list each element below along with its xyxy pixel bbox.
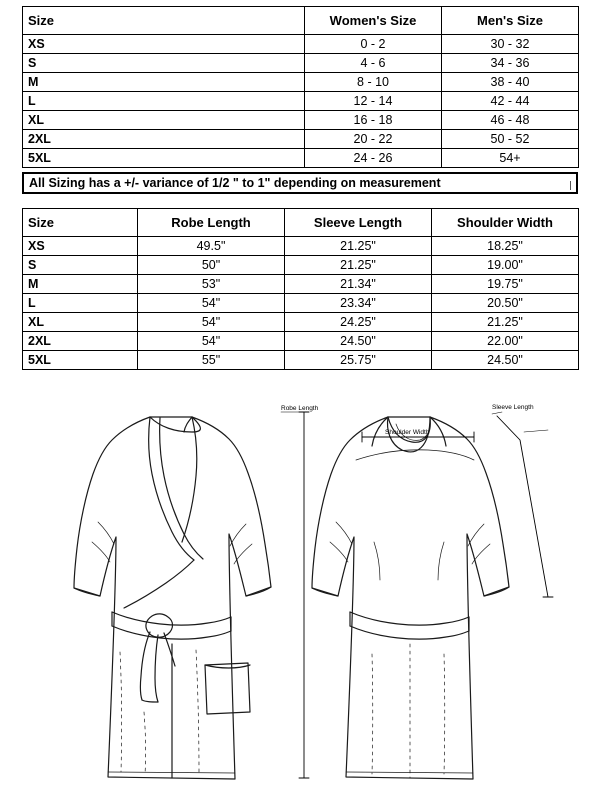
measurements-table — [22, 208, 579, 370]
table2-cell-size: S — [23, 256, 138, 275]
robe-illustration — [0, 382, 600, 800]
table1-cell-womens: 0 - 2 — [305, 35, 442, 54]
table1-cell-mens: 42 - 44 — [442, 92, 579, 111]
table2-cell-shoulder-width: 22.00" — [432, 332, 579, 351]
table2-cell-size: M — [23, 275, 138, 294]
annotation-shoulder-width: Shoulder Width — [385, 429, 430, 436]
table1-cell-womens: 4 - 6 — [305, 54, 442, 73]
table1-cell-womens: 16 - 18 — [305, 111, 442, 130]
table2-cell-size: 2XL — [23, 332, 138, 351]
table1-cell-womens: 12 - 14 — [305, 92, 442, 111]
table2-cell-robe-length: 54" — [138, 294, 285, 313]
table2-cell-shoulder-width: 18.25" — [432, 237, 579, 256]
table2-cell-sleeve-length: 21.25" — [285, 256, 432, 275]
table1-cell-mens: 34 - 36 — [442, 54, 579, 73]
table2-cell-sleeve-length: 21.25" — [285, 237, 432, 256]
table2-cell-robe-length: 49.5" — [138, 237, 285, 256]
table1-cell-size: XL — [23, 111, 305, 130]
table-row — [23, 275, 579, 294]
womens-mens-size-table — [22, 6, 579, 168]
table-row — [23, 130, 579, 149]
table2-header-robe-length: Robe Length — [138, 209, 285, 237]
table1-cell-size: 2XL — [23, 130, 305, 149]
table2-cell-sleeve-length: 25.75" — [285, 351, 432, 370]
table-row — [23, 237, 579, 256]
table2-cell-robe-length: 54" — [138, 332, 285, 351]
table1-cell-mens: 54+ — [442, 149, 579, 168]
sizing-variance-note-text: All Sizing has a +/- variance of 1/2 " to 1" depending on measurement — [29, 176, 441, 190]
table-row — [23, 351, 579, 370]
table1-cell-mens: 46 - 48 — [442, 111, 579, 130]
table2-cell-size: L — [23, 294, 138, 313]
table2-cell-robe-length: 50" — [138, 256, 285, 275]
table-row — [23, 92, 579, 111]
table2-cell-sleeve-length: 21.34" — [285, 275, 432, 294]
table2-cell-size: 5XL — [23, 351, 138, 370]
table1-header-womens: Women's Size — [305, 7, 442, 35]
table2-cell-sleeve-length: 23.34" — [285, 294, 432, 313]
table-header-row — [23, 209, 579, 237]
table2-cell-size: XS — [23, 237, 138, 256]
annotation-sleeve-length: Sleeve Length — [492, 404, 534, 411]
table-row — [23, 313, 579, 332]
table2-cell-robe-length: 54" — [138, 313, 285, 332]
table1-cell-size: M — [23, 73, 305, 92]
table1-cell-mens: 38 - 40 — [442, 73, 579, 92]
table1-cell-mens: 50 - 52 — [442, 130, 579, 149]
table-row — [23, 256, 579, 275]
table2-cell-size: XL — [23, 313, 138, 332]
table2-cell-robe-length: 53" — [138, 275, 285, 294]
table1-header-size: Size — [23, 7, 305, 35]
table1-cell-womens: 20 - 22 — [305, 130, 442, 149]
sizing-variance-note — [22, 172, 578, 194]
table-row — [23, 332, 579, 351]
table2-cell-shoulder-width: 21.25" — [432, 313, 579, 332]
stray-mark — [570, 181, 571, 190]
table2-header-size: Size — [23, 209, 138, 237]
annotation-robe-length: Robe Length — [281, 405, 319, 412]
table2-cell-sleeve-length: 24.50" — [285, 332, 432, 351]
table2-header-sleeve-length: Sleeve Length — [285, 209, 432, 237]
table1-cell-womens: 24 - 26 — [305, 149, 442, 168]
table1-cell-mens: 30 - 32 — [442, 35, 579, 54]
table2-cell-sleeve-length: 24.25" — [285, 313, 432, 332]
table-row — [23, 111, 579, 130]
table-row — [23, 294, 579, 313]
table1-cell-size: S — [23, 54, 305, 73]
table-row — [23, 54, 579, 73]
table-header-row — [23, 7, 579, 35]
table-row — [23, 149, 579, 168]
table-row — [23, 35, 579, 54]
table2-cell-robe-length: 55" — [138, 351, 285, 370]
table2-cell-shoulder-width: 20.50" — [432, 294, 579, 313]
table1-header-mens: Men's Size — [442, 7, 579, 35]
table1-cell-size: XS — [23, 35, 305, 54]
table1-cell-size: L — [23, 92, 305, 111]
table1-cell-womens: 8 - 10 — [305, 73, 442, 92]
table2-cell-shoulder-width: 19.75" — [432, 275, 579, 294]
table2-cell-shoulder-width: 19.00" — [432, 256, 579, 275]
table2-cell-shoulder-width: 24.50" — [432, 351, 579, 370]
table1-cell-size: 5XL — [23, 149, 305, 168]
table2-header-shoulder-width: Shoulder Width — [432, 209, 579, 237]
table-row — [23, 73, 579, 92]
